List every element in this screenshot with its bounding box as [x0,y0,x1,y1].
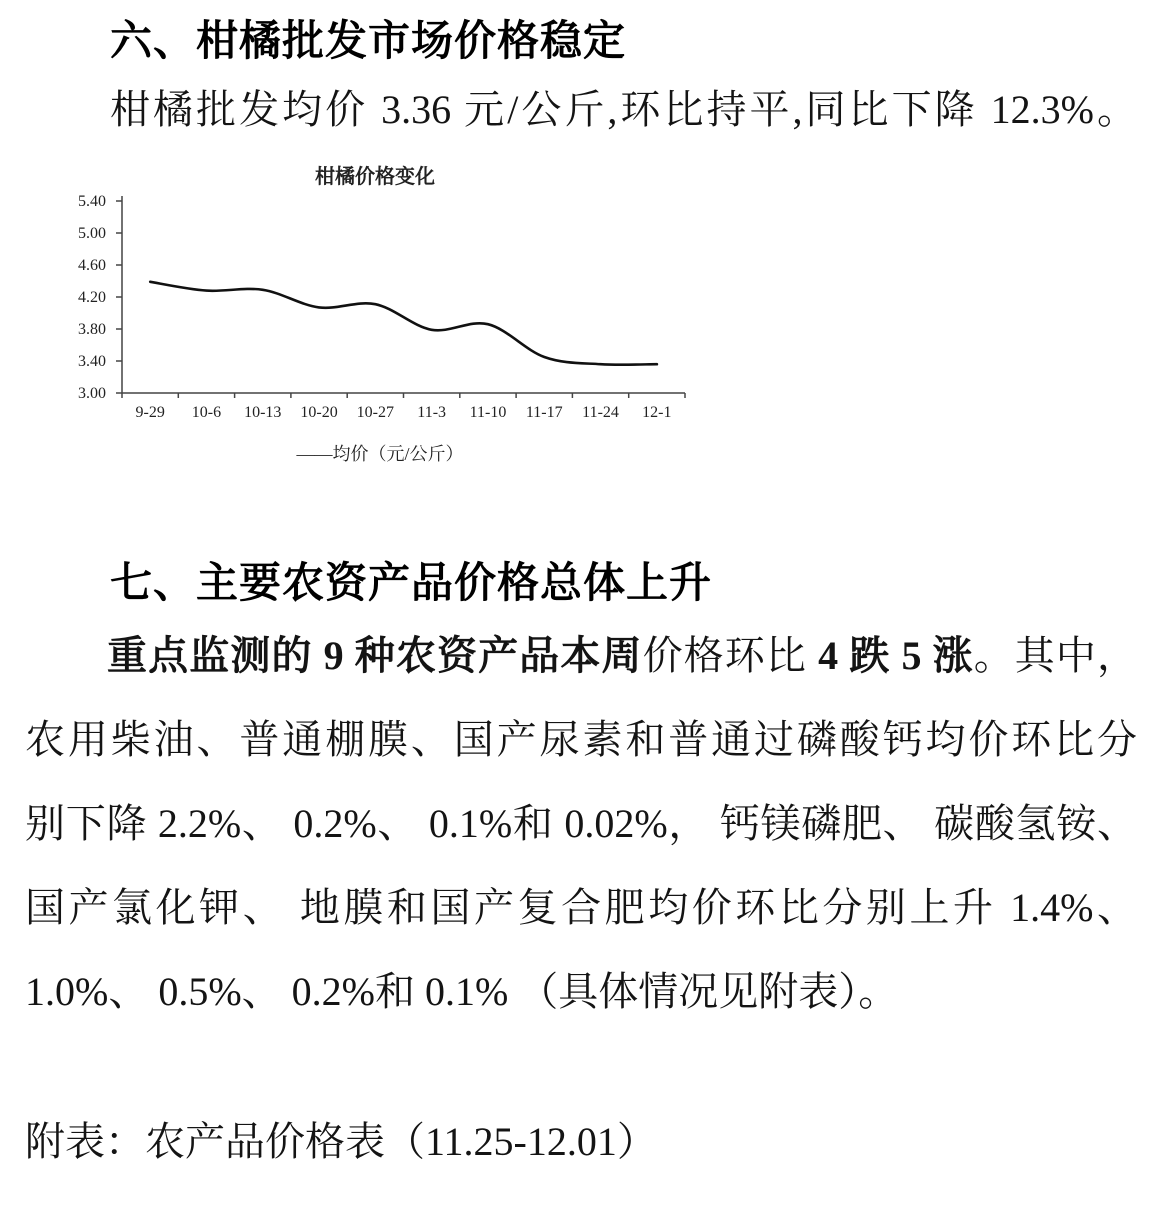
paragraph-line-4: 国产氯化钾、 地膜和国产复合肥均价环比分别上升 1.4%、 [25,885,1137,930]
paragraph-line-2: 农用柴油、普通棚膜、国产尿素和普通过磷酸钙均价环比分 [25,717,1137,762]
x-tick-label: 11-17 [525,404,563,421]
x-tick-label: 11-3 [417,404,447,421]
text-segment: 价格环比 [642,633,819,678]
paragraph-line-1 [25,632,1137,680]
y-tick-label: 4.60 [78,257,106,274]
paragraph-line-5: 1.0%、 0.5%、 0.2%和 0.1% （具体情况见附表）。 [25,969,899,1014]
section6-heading: 六、柑橘批发市场价格稳定 [110,17,627,64]
y-tick-label: 5.40 [78,193,106,210]
text-segment: 重点监测的 9 种农资产品本周 [107,633,643,678]
x-tick-label: 9-29 [135,404,165,421]
y-tick-label: 3.80 [78,321,106,338]
y-tick-label: 3.00 [78,385,106,402]
text-segment: 4 跌 5 涨 [818,633,974,678]
citrus-price-chart [60,155,700,475]
x-tick-label: 12-1 [642,404,672,421]
text-segment: 。其中， [973,633,1138,678]
line-chart [60,155,700,475]
x-tick-label: 10-20 [300,404,338,421]
chart-legend: ——均价（元/公斤） [296,444,464,464]
section6-paragraph: 柑橘批发均价 3.36 元/公斤,环比持平,同比下降 12.3%。 [110,87,1137,132]
series-line-average-price [150,282,657,365]
chart-title: 柑橘价格变化 [315,166,435,188]
section7-heading: 七、主要农资产品价格总体上升 [110,559,713,606]
x-tick-label: 10-6 [191,404,222,421]
paragraph-line-3: 别下降 2.2%、 0.2%、 0.1%和 0.02%， 钙镁磷肥、 碳酸氢铵、 [25,801,1137,846]
appendix-note: 附表：农产品价格表（11.25-12.01） [25,1119,657,1164]
x-tick-label: 11-10 [469,404,507,421]
y-tick-label: 3.40 [78,353,106,370]
y-tick-label: 5.00 [78,225,106,242]
x-tick-label: 10-13 [244,404,282,421]
x-tick-label: 10-27 [356,404,395,421]
y-tick-label: 4.20 [78,289,106,306]
x-tick-label: 11-24 [582,404,619,421]
